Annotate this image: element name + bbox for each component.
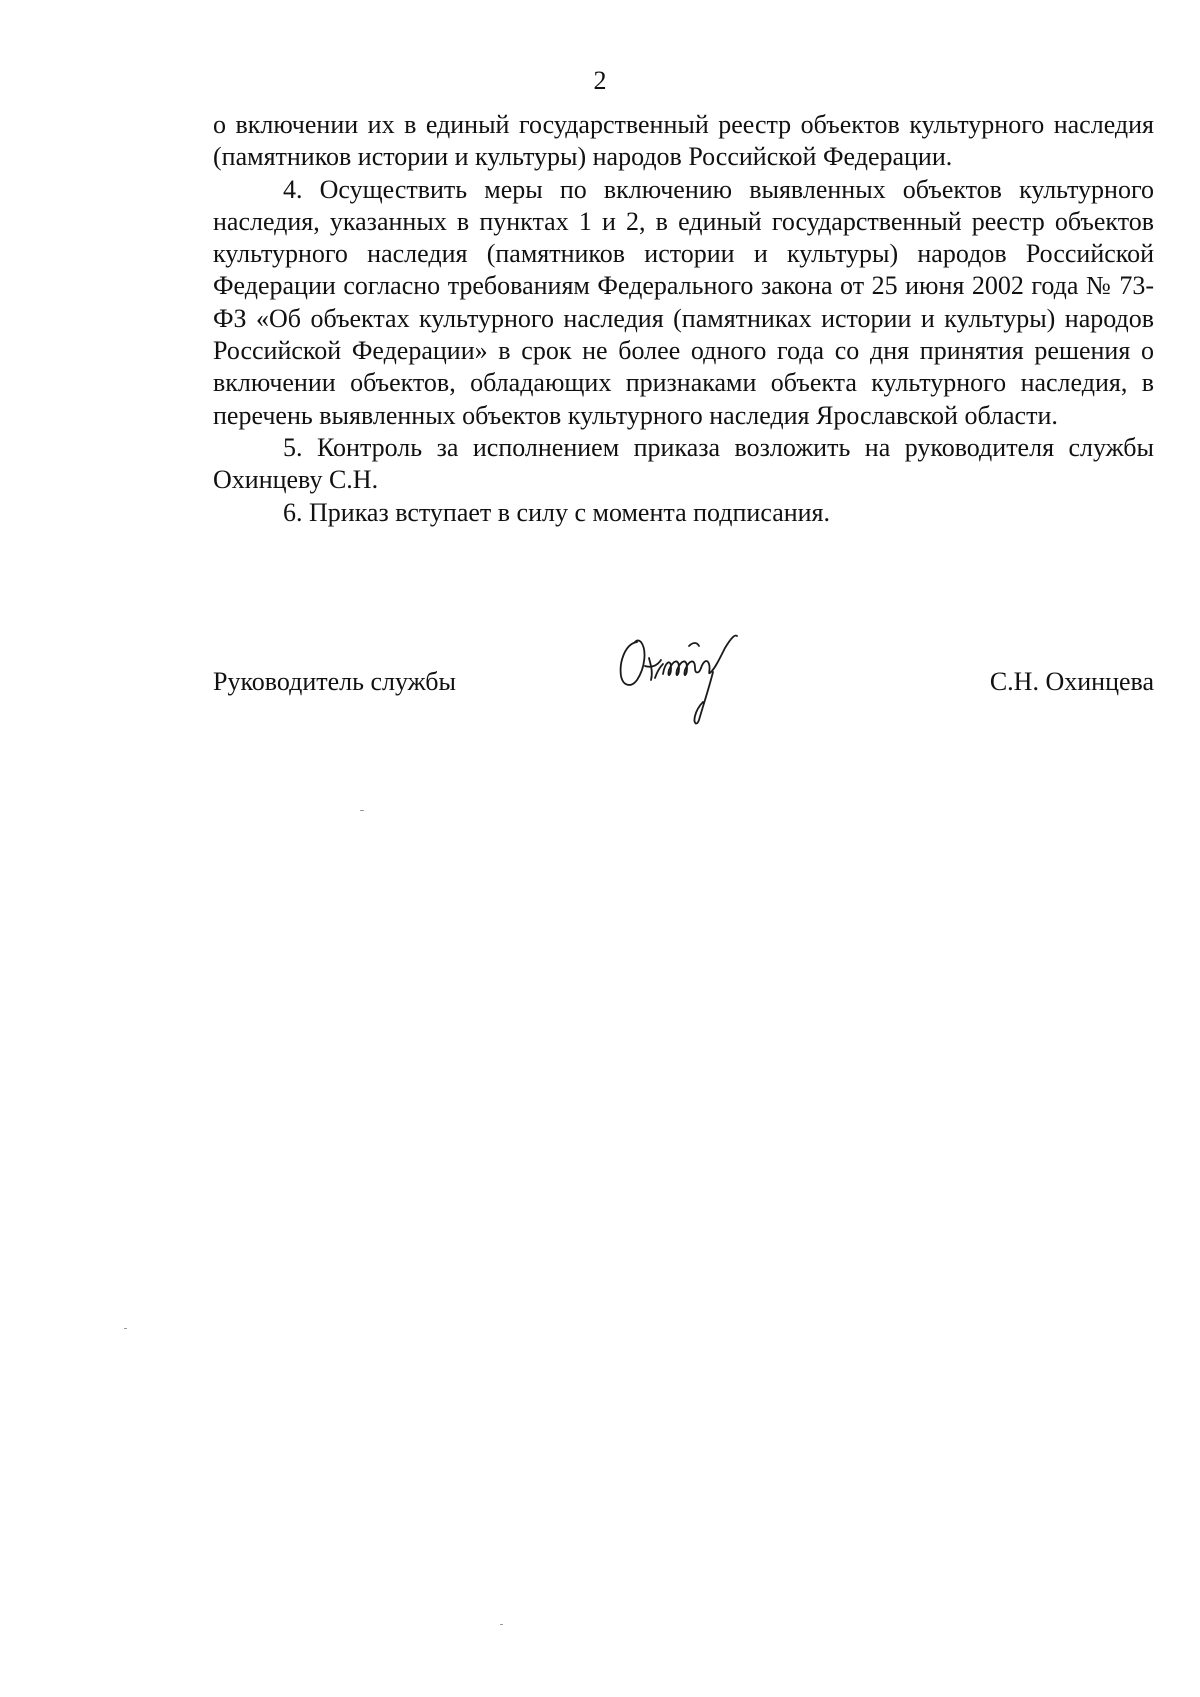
handwritten-signature [615, 628, 755, 728]
paragraph-item-6: 6. Приказ вступает в силу с момента подписания. [283, 497, 831, 527]
scan-speck [124, 1328, 127, 1329]
paragraph-item-4: 4. Осуществить меры по включению выявленных объектов культурного наследия, указанных в пунктах 1 и 2, в единый государственный реестр объектов культурного наследия (памятников истории и культуры) народов Российской Федерации согласно требованиям Федерального закона от 25 июня 2002 года № 73-ФЗ «Об объектах культурного наследия (памятниках истории и культуры) народов Российской Федерации» в срок не более одного года со дня принятия решения о включении объектов, обладающих признаками объекта культурного наследия, в перечень выявленных объектов культурного наследия Ярославской области. [213, 174, 1154, 430]
paragraph-item-5: 5. Контроль за исполнением приказа возложить на руководителя службы Охинцеву С.Н. [213, 432, 1154, 495]
signatory-name: С.Н. Охинцева [989, 667, 1154, 696]
scan-speck [360, 810, 364, 811]
signatory-position: Руководитель службы [213, 667, 456, 696]
paragraph-continuation: о включении их в единый государственный реестр объектов культурного наследия (памятников истории и культуры) народов Российской Федерации. [213, 110, 1154, 172]
scan-speck [500, 1624, 503, 1625]
page-number: 2 [593, 66, 607, 95]
document-body [213, 109, 1154, 529]
